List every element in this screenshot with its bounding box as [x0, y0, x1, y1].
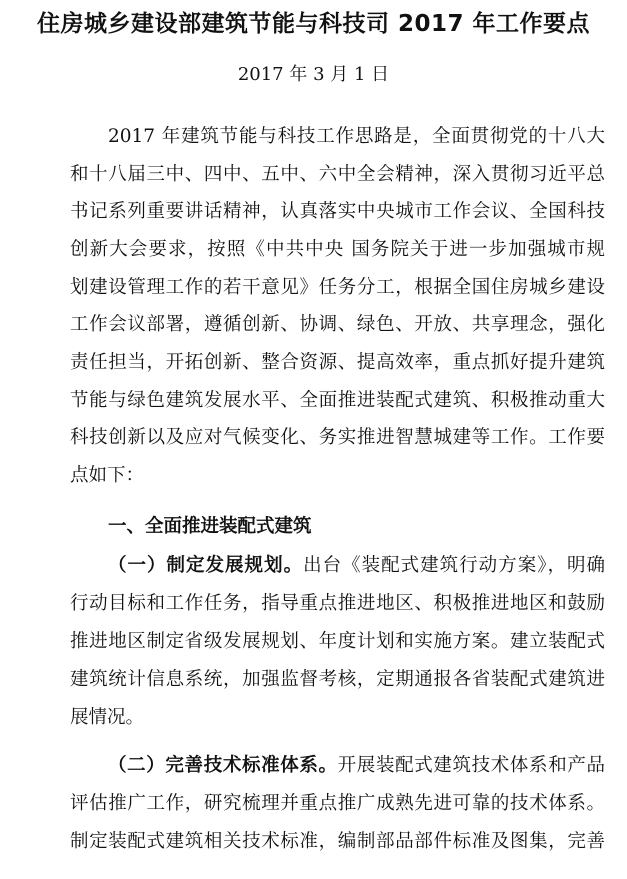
intro-line: 划建设管理工作的若干意见》任务分工，根据全国住房城乡建设	[70, 277, 605, 298]
item1-line: 展情况。	[70, 707, 145, 728]
intro-line: 节能与绿色建筑发展水平、全面推进装配式建筑、积极推动重大	[70, 390, 605, 411]
item2-first-line	[108, 753, 605, 779]
intro-line: 工作会议部署，遵循创新、协调、绿色、开放、共享理念，强化	[70, 314, 605, 335]
intro-line: 责任担当，开拓创新、整合资源、提高效率，重点抓好提升建筑	[70, 352, 605, 373]
item1-first-line	[108, 553, 605, 579]
item1-line: 推进地区制定省级发展规划、年度计划和实施方案。建立装配式	[70, 631, 605, 652]
item2-line: 评估推广工作，研究梳理并重点推广成熟先进可靠的技术体系。	[70, 793, 605, 814]
item1-line: 行动目标和工作任务，指导重点推进地区、积极推进地区和鼓励	[70, 593, 605, 614]
item1-line: 建筑统计信息系统，加强监督考核，定期通报各省装配式建筑进	[70, 669, 605, 690]
document-date: 2017 年 3 月 1 日	[237, 64, 390, 85]
intro-line: 创新大会要求，按照《中共中央 国务院关于进一步加强城市规	[70, 239, 605, 260]
document-title: 住房城乡建设部建筑节能与科技司 2017 年工作要点	[36, 11, 591, 37]
item2-line: 制定装配式建筑相关技术标准，编制部品部件标准及图集，完善	[70, 831, 605, 852]
intro-line: 科技创新以及应对气候变化、务实推进智慧城建等工作。工作要	[70, 427, 605, 448]
intro-line: 和十八届三中、四中、五中、六中全会精神，深入贯彻习近平总	[70, 164, 605, 185]
item2-text: 开展装配式建筑技术体系和产品	[337, 755, 605, 776]
item1-label: （一）制定发展规划。	[108, 555, 304, 576]
item1-text: 出台《装配式建筑行动方案》，明确	[303, 555, 605, 576]
section-heading: 一、全面推进装配式建筑	[108, 516, 312, 537]
intro-line: 点如下：	[70, 465, 145, 486]
intro-line: 书记系列重要讲话精神，认真落实中央城市工作会议、全国科技	[70, 201, 605, 222]
item2-label: （二）完善技术标准体系。	[108, 755, 338, 776]
intro-line: 2017 年建筑节能与科技工作思路是，全面贯彻党的十八大	[108, 126, 605, 147]
